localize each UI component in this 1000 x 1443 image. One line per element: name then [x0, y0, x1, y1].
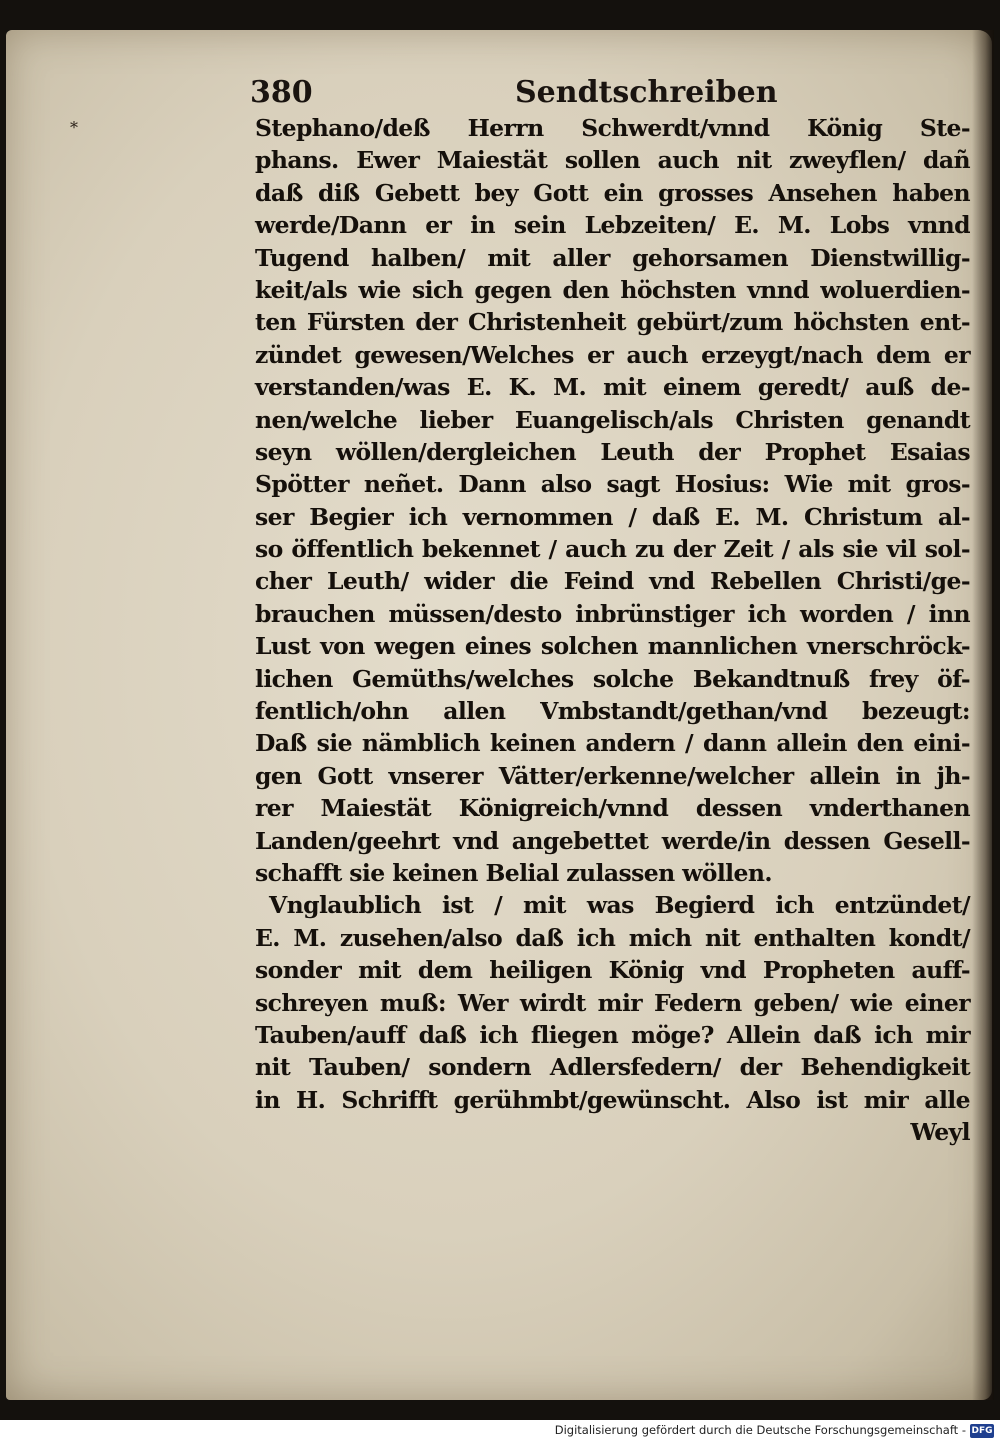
text-line: Lust von wegen eines solchen mannlichen vnerschröck- [255, 632, 970, 661]
text-line: Tugend halben/ mit aller gehorsamen Dienstwillig- [255, 243, 970, 272]
text-line: in H. Schrifft gerühmbt/gewünscht. Also ist mir alle [255, 1085, 970, 1114]
text-line: Tauben/auff daß ich fliegen möge? Allein daß ich mir [255, 1020, 970, 1049]
text-line: sonder mit dem heiligen König vnd Propheten auff- [255, 956, 970, 985]
text-line: Landen/geehrt vnd angebettet werde/in dessen Gesell- [255, 826, 970, 855]
page-number: 380 [250, 75, 313, 110]
text-line: phans. Ewer Maiestät sollen auch nit zweyflen/ dañ [255, 146, 970, 175]
text-line: lichen Gemüths/welches solche Bekandtnuß frey öf- [255, 664, 970, 693]
text-line: Vnglaublich ist / mit was Begierd ich entzündet/ [269, 891, 970, 920]
text-line: so öffentlich bekennet / auch zu der Zeit / als sie vil sol- [255, 535, 970, 564]
text-line: Stephano/deß Herrn Schwerdt/vnnd König Ste- [255, 114, 970, 142]
text-line: Spötter neñet. Dann also sagt Hosius: Wie mit gros- [255, 470, 970, 499]
margin-mark: * [70, 118, 78, 137]
text-line: E. M. zusehen/also daß ich mich nit enthalten kondt/ [255, 923, 970, 952]
text-line: verstanden/was E. K. M. mit einem geredt/ auß de- [255, 373, 970, 402]
text-line: cher Leuth/ wider die Feind vnd Rebellen Christi/ge- [255, 567, 970, 596]
running-title: Sendtschreiben [515, 75, 778, 110]
text-line: ten Fürsten der Christenheit gebürt/zum höchsten ent- [255, 308, 970, 337]
text-line: werde/Dann er in sein Lebzeiten/ E. M. Lobs vnnd [255, 211, 970, 240]
text-line: gen Gott vnserer Vätter/erkenne/welcher allein in jh- [255, 761, 970, 790]
page-edge-shadow [972, 30, 994, 1400]
catchword: Weyl [910, 1118, 970, 1147]
page-header [250, 75, 950, 115]
text-line: nen/welche lieber Euangelisch/als Christen genandt [255, 405, 970, 434]
text-line: schafft sie keinen Belial zulassen wöllen. [255, 858, 772, 887]
text-line: ser Begier ich vernommen / daß E. M. Christum al- [255, 502, 970, 531]
text-line: zündet gewesen/Welches er auch erzeygt/nach dem er [255, 340, 970, 369]
text-line: fentlich/ohn allen Vmbstandt/gethan/vnd bezeugt: [255, 697, 970, 726]
dfg-logo-icon: DFG [971, 1426, 993, 1436]
text-line: nit Tauben/ sondern Adlersfedern/ der Behendigkeit [255, 1053, 970, 1082]
funding-credit: Digitalisierung gefördert durch die Deutsche Forschungsgemeinschaft - [554, 1423, 966, 1437]
footer-bar [0, 1420, 1000, 1443]
text-line: keit/als wie sich gegen den höchsten vnnd woluerdien- [255, 275, 970, 304]
text-line: daß diß Gebett bey Gott ein grosses Ansehen haben [255, 178, 970, 207]
body-text [255, 112, 970, 1149]
text-line: Daß sie nämblich keinen andern / dann allein den eini- [255, 729, 970, 758]
text-line: brauchen müssen/desto inbrünstiger ich worden / inn [255, 599, 970, 628]
text-line: seyn wöllen/dergleichen Leuth der Prophet Esaias [255, 437, 970, 466]
text-line: schreyen muß: Wer wirdt mir Federn geben/ wie einer [255, 988, 970, 1017]
text-line: rer Maiestät Königreich/vnnd dessen vnderthanen [255, 794, 970, 823]
